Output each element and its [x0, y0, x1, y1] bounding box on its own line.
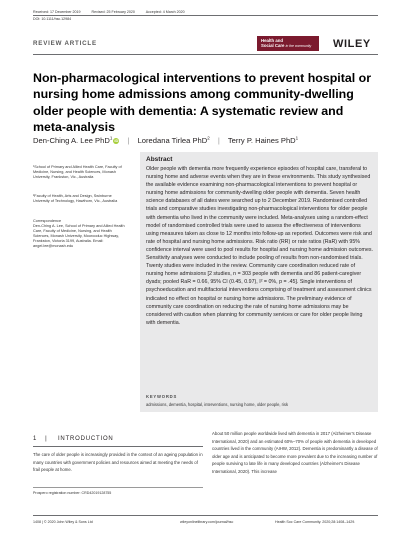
- affiliation-1: ¹School of Primary and Allied Health Care, Faculty of Medicine, Nursing, and Health Sciences, Monash University, Frankston, Vic., Australia: [33, 165, 122, 179]
- author-3-sup: 1: [295, 135, 299, 140]
- accepted-date: Accepted: 4 March 2020: [145, 10, 185, 14]
- journal-logo-line2-main: Social Care: [261, 43, 285, 48]
- keywords-text: admissions, dementia, hospital, interventions, nursing home, older people, risk: [146, 402, 288, 407]
- author-2[interactable]: [138, 136, 210, 145]
- journal-logo-line2-suffix: in the community: [285, 44, 312, 48]
- section-number: 1: [33, 436, 38, 442]
- journal-logo-line1: Health and: [261, 38, 283, 43]
- footer-copyright: 1408 | © 2020 John Wiley & Sons Ltd: [33, 520, 93, 524]
- intro-left-paragraph: The care of older people is increasingly provided in the context of an ageing population in many countries with government policies and resources aimed at meeting the needs of frail people at home.: [33, 452, 203, 472]
- author-1-name: Den-Ching A. Lee PhD: [33, 135, 110, 145]
- masthead-divider: [33, 54, 378, 55]
- journal-logo: [257, 36, 319, 51]
- affiliation-2: ²Faculty of Health, Arts and Design, Swinburne University of Technology, Hawthorn, Vic., Australia: [33, 194, 118, 203]
- abstract-heading: Abstract: [146, 156, 173, 163]
- author-3-name: Terry P. Haines PhD: [227, 135, 296, 145]
- intro-right-paragraph: About 50 million people worldwide lived with dementia in 2017 (Alzheimer's Disease International, 2020) and an estimated 60%–70% of people with dementia in developed countries lived in the community (AIHW, 2012). Dementia is predominantly a disease of older age and is anticipated to become more prevalent due to the increasing number of people surviving to late life in many developed countries (Alzheimer's Disease International, 2020). This increase: [212, 431, 378, 474]
- author-list: [33, 135, 383, 145]
- publisher-logo: WILEY: [333, 38, 371, 50]
- abstract-text: Older people with dementia more frequently experience episodes of hospital care, transferal to nursing home and adverse events when they are in these environments. This study synthesised the available evidence examining non-pharmacological interventions to prevent hospital or nursing home admissions for community-dwelling older people with dementia. Seven health science databases of all dates were searched up to 2 December 2019. Randomised controlled trials and comparative studies investigating non-pharmacological interventions for older people with dementia who lived in the community were included. Meta-analyses using a random-effect model of randomised controlled trials were used to assess the effectiveness of interventions using measures taken as close to 12 months into follow-up as reported. Outcomes were risk and rate of hospital and nursing home admissions. Risk ratio (RR) or rate ratios (RaR) with 95% confidence interval were used to pool results for hospital and nursing home admission outcomes. Sensitivity analyses were conducted to include pooling of results from non-randomised trials. Twenty studies were included in the review. Community care coordination reduced rate of nursing home admissions [2 studies, n = 303 people with dementia and 86 patient-caregiver dyads; pooled RaR = 0.66, 95% CI (0.45, 0.97), I² = 0%, p = .45]. Single interventions of psychoeducation and multifactorial interventions comprising of treatment and assessment clinics indicated no effect on hospital or nursing home admissions. The preliminary evidence of community care coordination on reducing the rate of nursing home admissions may be considered with caution when planning for community services or care for older people living with dementia.: [146, 166, 374, 326]
- footnote: Prospero registration number: CRD42019128755: [33, 487, 203, 495]
- footer-journal-link[interactable]: wileyonlinelibrary.com/journal/hsc: [180, 520, 234, 524]
- footer-citation: Health Soc Care Community. 2020;28:1408–1429.: [275, 520, 356, 524]
- author-3[interactable]: [228, 136, 298, 145]
- orcid-icon[interactable]: iD: [114, 137, 119, 143]
- journal-logo-line2: [261, 43, 311, 49]
- intro-divider: [33, 446, 203, 447]
- author-1[interactable]: [33, 136, 112, 145]
- article-title: Non-pharmacological interventions to prevent hospital or nursing home admissions among community-dwelling older people with dementia: A systematic review and meta-analysis: [33, 71, 372, 135]
- correspondence-text: Den-Ching A. Lee, School of Primary and Allied Health Care, Faculty of Medicine, Nursing, and Health Sciences, Monash University, Moorooduc Highway, Frankston, Victoria 3199, Australia. Email: angel.lee@monash.edu: [33, 224, 125, 248]
- revised-date: Revised: 25 February 2020: [91, 10, 135, 14]
- author-2-name: Loredana Tirlea PhD: [137, 135, 208, 145]
- author-2-sup: 2: [207, 135, 210, 140]
- keywords-heading: KEYWORDS: [146, 394, 178, 399]
- author-separator: |: [217, 135, 220, 145]
- doi[interactable]: DOI: 10.1111/hsc.12984: [33, 17, 72, 21]
- author-separator: |: [127, 135, 130, 145]
- section-heading-introduction: [33, 436, 114, 442]
- correspondence-block: [33, 219, 128, 249]
- header-divider: [33, 15, 378, 16]
- section-separator: |: [45, 436, 48, 442]
- footer-divider: [33, 515, 378, 516]
- received-date: Received: 17 December 2019: [33, 10, 81, 14]
- article-type: REVIEW ARTICLE: [33, 40, 97, 47]
- section-title: INTRODUCTION: [57, 436, 114, 442]
- author-1-sup: 1: [109, 135, 113, 140]
- correspondence-heading: Correspondence: [33, 219, 62, 223]
